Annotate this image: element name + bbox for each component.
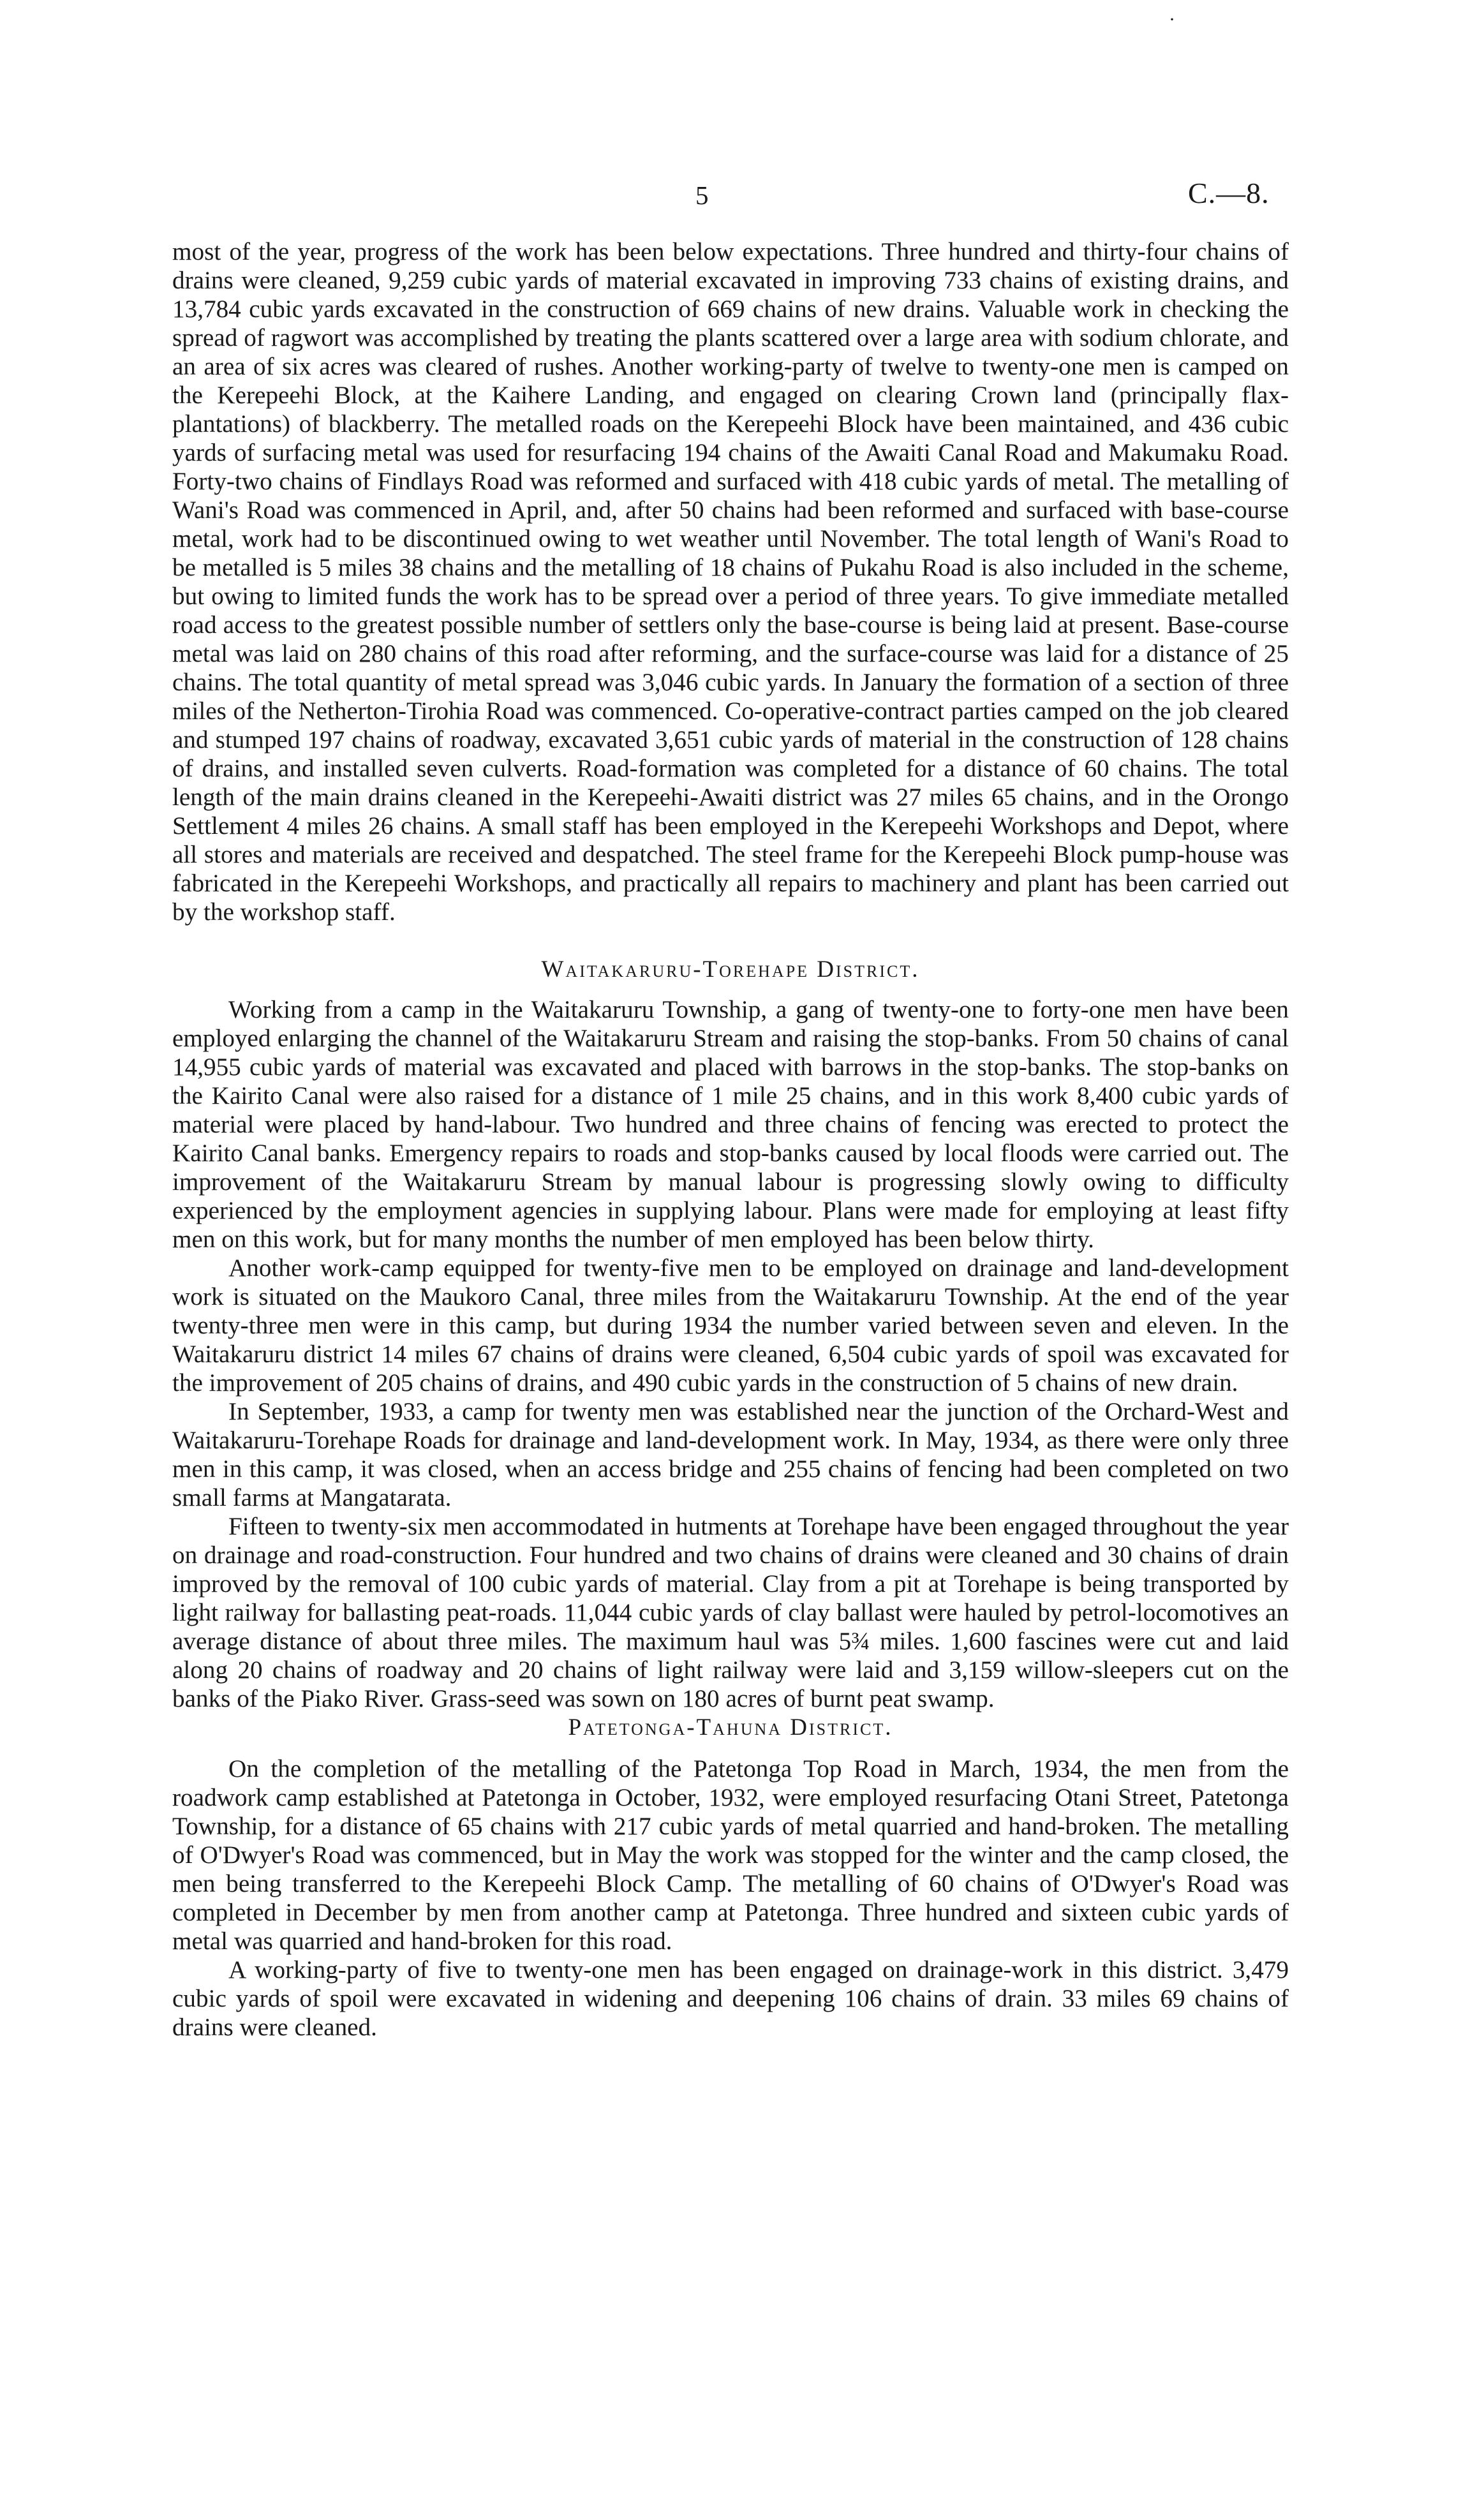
page-number: 5 xyxy=(695,181,709,210)
document-reference: C.—8. xyxy=(1188,177,1270,209)
paragraph: Another work-camp equipped for twenty-five men to be employed on drainage and land-development work is situated on the Maukoro Canal, three miles from the Waitakaruru Township. At the end of the year twenty-three men were in this camp, but during 1934 the number varied between seven and eleven. In the Waitakaruru district 14 miles 67 chains of drains were cleaned, 6,504 cubic yards of spoil was excavated for the improvement of 205 chains of drains, and 490 cubic yards in the construction of 5 chains of new drain. xyxy=(172,1254,1289,1397)
section-heading-waitakaruru: Waitakaruru-Torehape District. xyxy=(541,956,920,983)
paragraph: Working from a camp in the Waitakaruru Township, a gang of twenty-one to forty-one men have been employed enlarging the channel of the Waitakaruru Stream and raising the stop-banks. From 50 chains of canal 14,955 cubic yards of material was excavated and placed with barrows in the stop-banks. The stop-banks on the Kairito Canal were also raised for a distance of 1 mile 25 chains, and in this work 8,400 cubic yards of material were placed by hand-labour. Two hundred and three chains of fencing was erected to protect the Kairito Canal banks. Emergency repairs to roads and stop-banks caused by local floods were carried out. The improvement of the Waitakaruru Stream by manual labour is progressing slowly owing to difficulty experienced by the employment agencies in supplying labour. Plans were made for employing at least fifty men on this work, but for many months the number of men employed has been below thirty. xyxy=(172,996,1289,1253)
intro-paragraph: most of the year, progress of the work has been below expectations. Three hundred and thirty-four chains of drains were cleaned, 9,259 cubic yards of material excavated in improving 733 chains of existing drains, and 13,784 cubic yards excavated in the construction of 669 chains of new drains. Valuable work in checking the spread of ragwort was accomplished by treating the plants scattered over a large area with sodium chlorate, and an area of six acres was cleared of rushes. Another working-party of twelve to twenty-one men is camped on the Kerepeehi Block, at the Kaihere Landing, and engaged on clearing Crown land (principally flax-plantations) of blackberry. The metalled roads on the Kerepeehi Block have been maintained, and 436 cubic yards of surfacing metal was used for resurfacing 194 chains of the Awaiti Canal Road and Makumaku Road. Forty-two chains of Findlays Road was reformed and surfaced with 418 cubic yards of metal. The metalling of Wani's Road was commenced in April, and, after 50 chains had been reformed and surfaced with base-course metal, work had to be discontinued owing to wet weather until November. The total length of Wani's Road to be metalled is 5 miles 38 chains and the metalling of 18 chains of Pukahu Road is also included in the scheme, but owing to limited funds the work has to be spread over a period of three years. To give immediate metalled road access to the greatest possible number of settlers only the base-course is being laid at present. Base-course metal was laid on 280 chains of this road after reforming, and the surface-course was laid for a distance of 25 chains. The total quantity of metal spread was 3,046 cubic yards. In January the formation of a section of three miles of the Netherton-Tirohia Road was commenced. Co-operative-contract parties camped on the job cleared and stumped 197 chains of roadway, excavated 3,651 cubic yards of material in the construction of 128 chains of drains, and installed seven culverts. Road-formation was completed for a distance of 60 chains. The total length of the main drains cleaned in the Kerepeehi-Awaiti district was 27 miles 65 chains, and in the Orongo Settlement 4 miles 26 chains. A small staff has been employed in the Kerepeehi Workshops and Depot, where all stores and materials are received and despatched. The steel frame for the Kerepeehi Block pump-house was fabricated in the Kerepeehi Workshops, and practically all repairs to machinery and plant has been carried out by the workshop staff. xyxy=(172,238,1289,926)
body-text xyxy=(172,237,1289,2042)
paragraph: Fifteen to twenty-six men accommodated in hutments at Torehape have been engaged throughout the year on drainage and road-construction. Four hundred and two chains of drains were cleaned and 30 chains of drain improved by the removal of 100 cubic yards of material. Clay from a pit at Torehape is being transported by light railway for ballasting peat-roads. 11,044 cubic yards of clay ballast were hauled by petrol-locomotives an average distance of about three miles. The maximum haul was 5¾ miles. 1,600 fascines were cut and laid along 20 chains of roadway and 20 chains of light railway were laid and 3,159 willow-sleepers cut on the banks of the Piako River. Grass-seed was sown on 180 acres of burnt peat swamp. xyxy=(172,1513,1289,1712)
page-mark: · xyxy=(1169,9,1175,30)
paragraph: In September, 1933, a camp for twenty men was established near the junction of the Orchard-West and Waitakaruru-Torehape Roads for drainage and land-development work. In May, 1934, as there were only three men in this camp, it was closed, when an access bridge and 255 chains of fencing had been completed on two small farms at Mangatarata. xyxy=(172,1398,1289,1511)
section-heading-patetonga: Patetonga-Tahuna District. xyxy=(568,1714,893,1741)
paragraph: On the completion of the metalling of the Patetonga Top Road in March, 1934, the men from the roadwork camp established at Patetonga in October, 1932, were employed resurfacing Otani Street, Patetonga Township, for a distance of 65 chains with 217 cubic yards of metal quarried and hand-broken. The metalling of O'Dwyer's Road was commenced, but in May the work was stopped for the winter and the camp closed, the men being transferred to the Kerepeehi Block Camp. The metalling of 60 chains of O'Dwyer's Road was completed in December by men from another camp at Patetonga. Three hundred and sixteen cubic yards of metal was quarried and hand-broken for this road. xyxy=(172,1755,1289,1955)
paragraph: A working-party of five to twenty-one men has been engaged on drainage-work in this district. 3,479 cubic yards of spoil were excavated in widening and deepening 106 chains of drain. 33 miles 69 chains of drains were cleaned. xyxy=(172,1956,1289,2041)
